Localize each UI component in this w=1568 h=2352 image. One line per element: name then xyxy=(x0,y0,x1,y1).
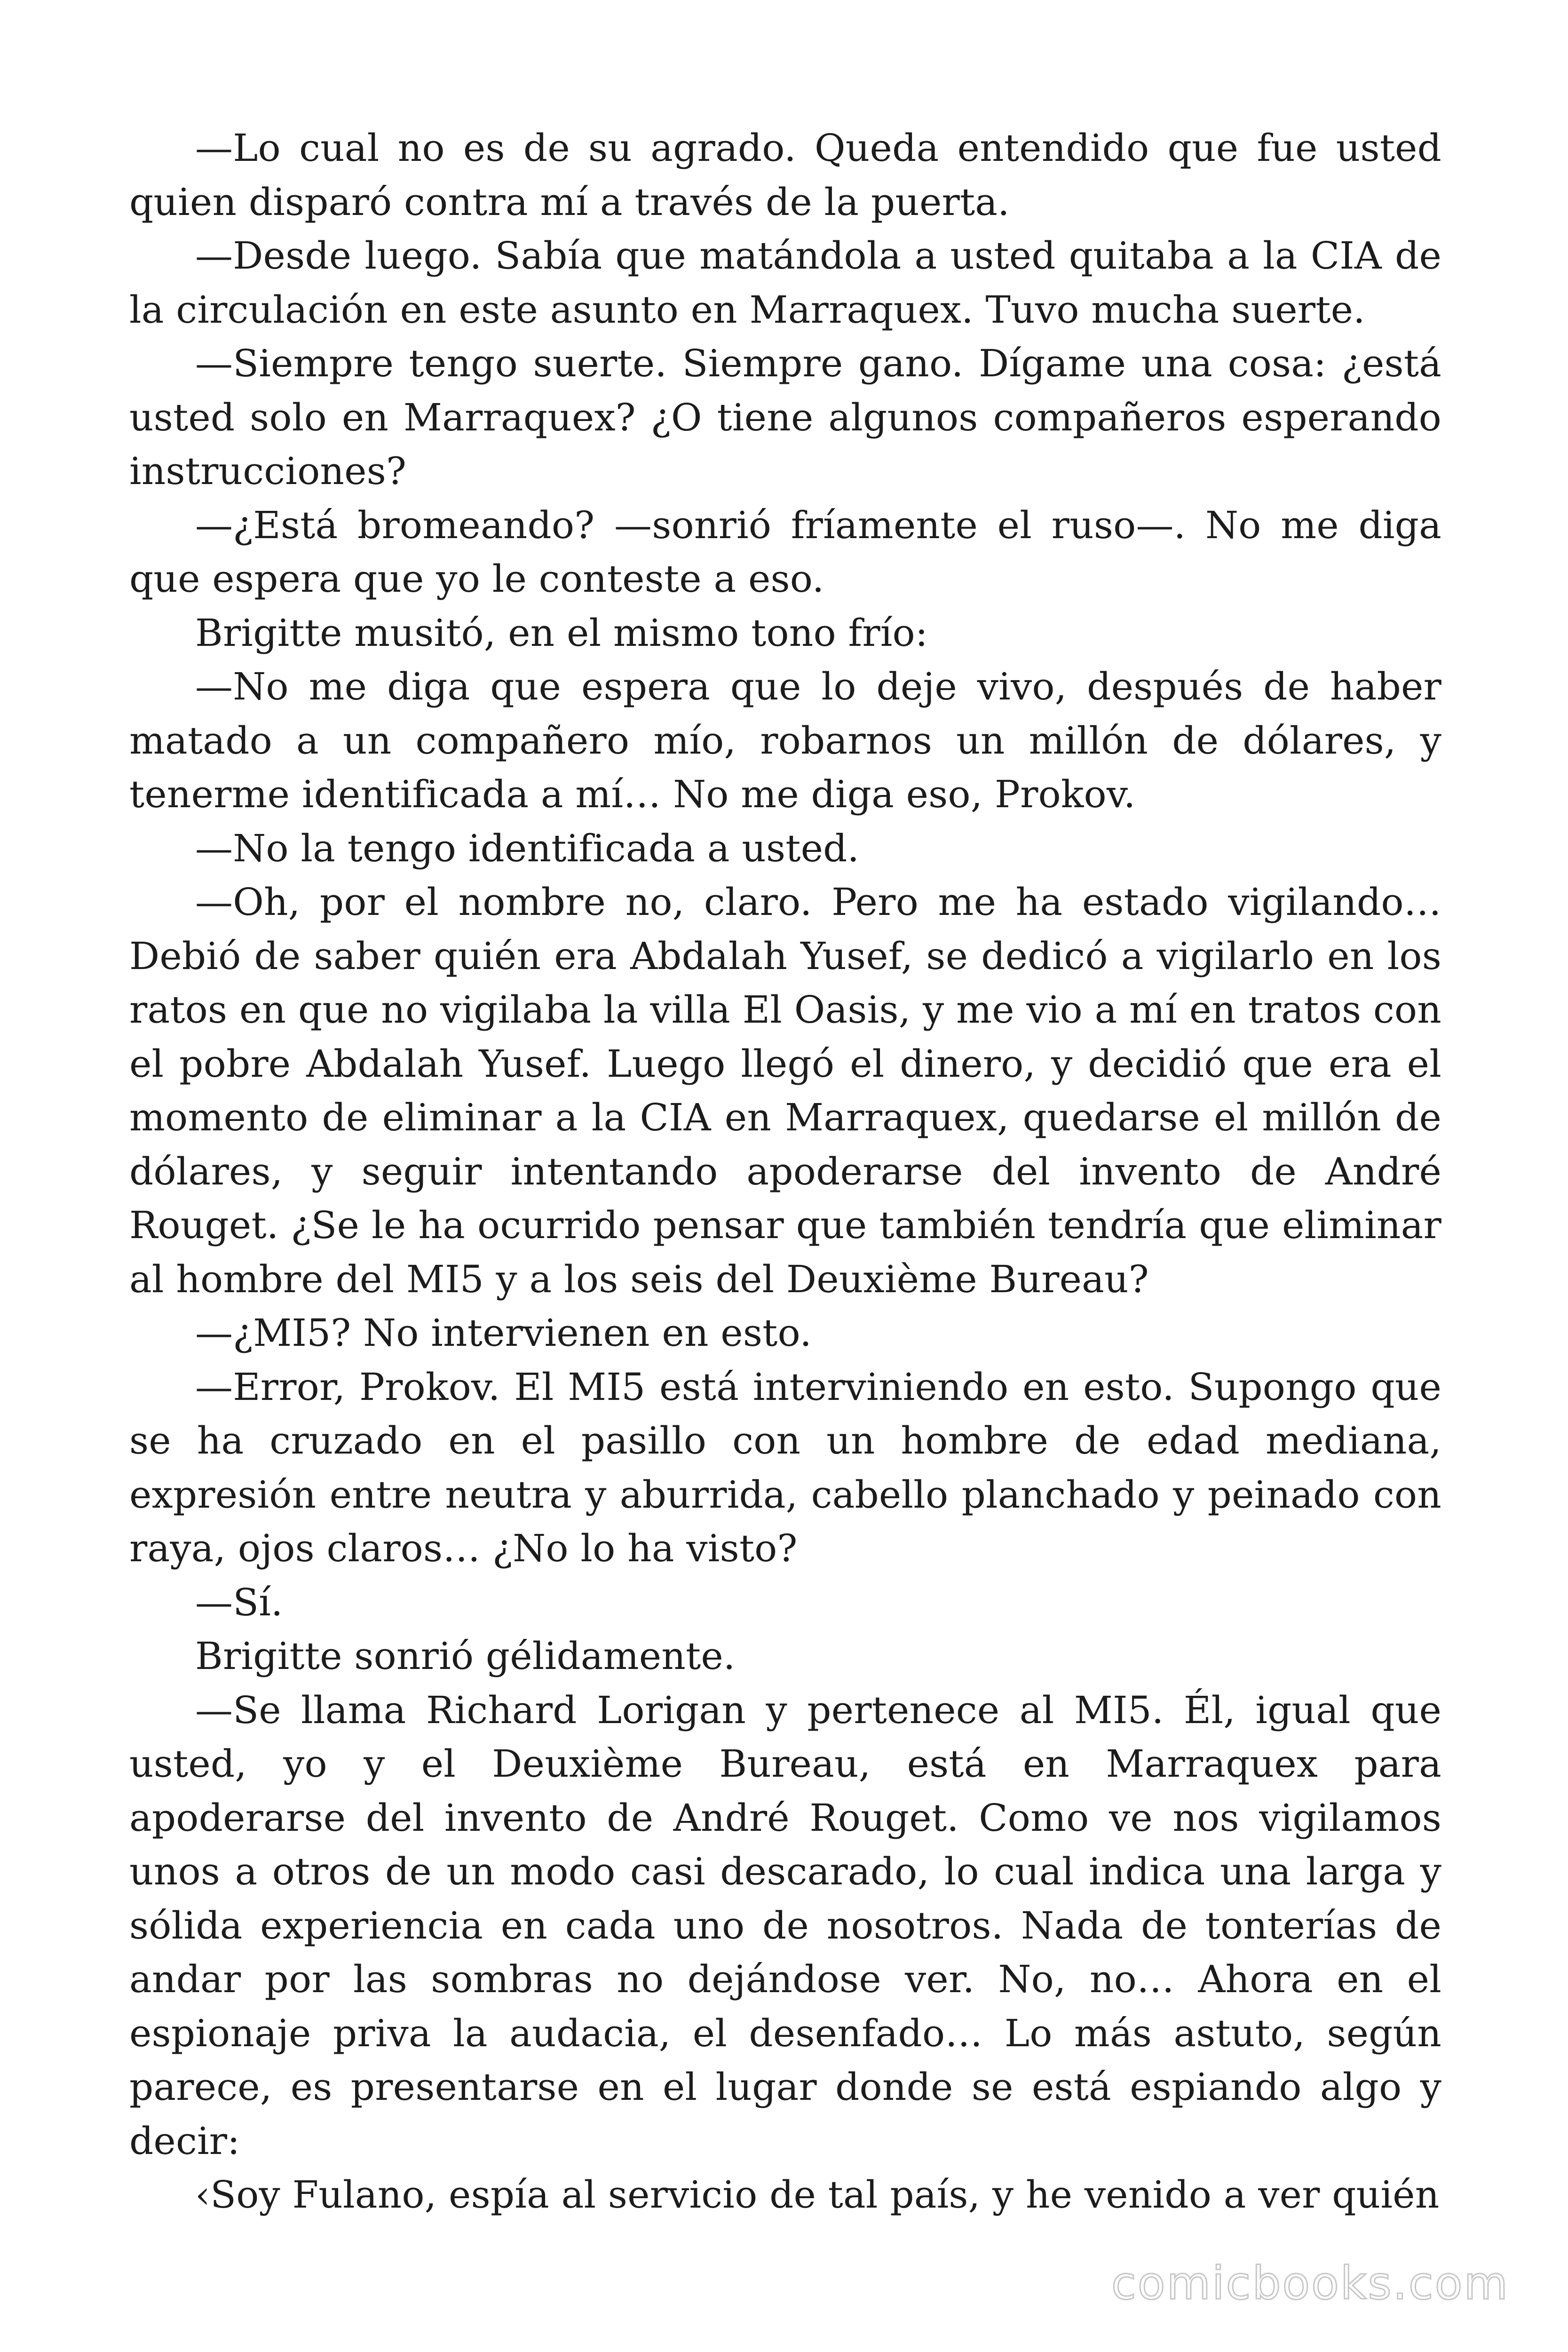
paragraph: ‹Soy Fulano, espía al servicio de tal país, y he venido a ver quién xyxy=(195,2173,1440,2217)
watermark: comicbooks.com xyxy=(1111,2257,1509,2310)
paragraph: —Se llama Richard Lorigan y pertenece al MI5. Él, igual que usted, yo y el Deuxième Bureau, está en Marraquex para apoderarse del invento de André Rouget. Como ve nos vigilamos unos a otros de un modo casi descarado, lo cual indica una larga y sólida experiencia en cada uno de nosotros. Nada de tonterías de andar por las sombras no dejándose ver. No, no… Ahora en el espionaje priva la audacia, el desenfado… Lo más astuto, según parece, es presentarse en el lugar donde se está espiando algo y decir: xyxy=(129,1688,1441,2163)
paragraph: Brigitte musitó, en el mismo tono frío: xyxy=(195,611,928,655)
paragraph: —Sí. xyxy=(195,1580,283,1624)
page-body xyxy=(129,121,1441,2222)
paragraph: —Siempre tengo suerte. Siempre gano. Dígame una cosa: ¿está usted solo en Marraquex? ¿O tiene algunos compañeros esperando instrucciones? xyxy=(129,342,1441,493)
paragraph: —No me diga que espera que lo deje vivo, después de haber matado a un compañero mío, robarnos un millón de dólares, y tenerme identificada a mí… No me diga eso, Prokov. xyxy=(129,665,1441,816)
paragraph: —¿MI5? No intervienen en esto. xyxy=(195,1311,812,1355)
paragraph: Brigitte sonrió gélidamente. xyxy=(195,1634,736,1678)
paragraph: —No la tengo identificada a usted. xyxy=(195,826,860,870)
paragraph: —Oh, por el nombre no, claro. Pero me ha estado vigilando… Debió de saber quién era Abdalah Yusef, se dedicó a vigilarlo en los ratos en que no vigilaba la villa El Oasis, y me vio a mí en tratos con el pobre Abdalah Yusef. Luego llegó el dinero, y decidió que era el momento de eliminar a la CIA en Marraquex, quedarse el millón de dólares, y seguir intentando apoderarse del invento de André Rouget. ¿Se le ha ocurrido pensar que también tendría que eliminar al hombre del MI5 y a los seis del Deuxième Bureau? xyxy=(129,880,1441,1301)
paragraph: —¿Está bromeando? —sonrió fríamente el ruso—. No me diga que espera que yo le conteste a eso. xyxy=(129,503,1441,601)
paragraph: —Error, Prokov. El MI5 está interviniendo en esto. Supongo que se ha cruzado en el pasillo con un hombre de edad mediana, expresión entre neutra y aburrida, cabello planchado y peinado con raya, ojos claros… ¿No lo ha visto? xyxy=(129,1365,1441,1570)
paragraph: —Desde luego. Sabía que matándola a usted quitaba a la CIA de la circulación en este asunto en Marraquex. Tuvo mucha suerte. xyxy=(129,234,1441,332)
paragraph: —Lo cual no es de su agrado. Queda entendido que fue usted quien disparó contra mí a través de la puerta. xyxy=(129,126,1441,224)
